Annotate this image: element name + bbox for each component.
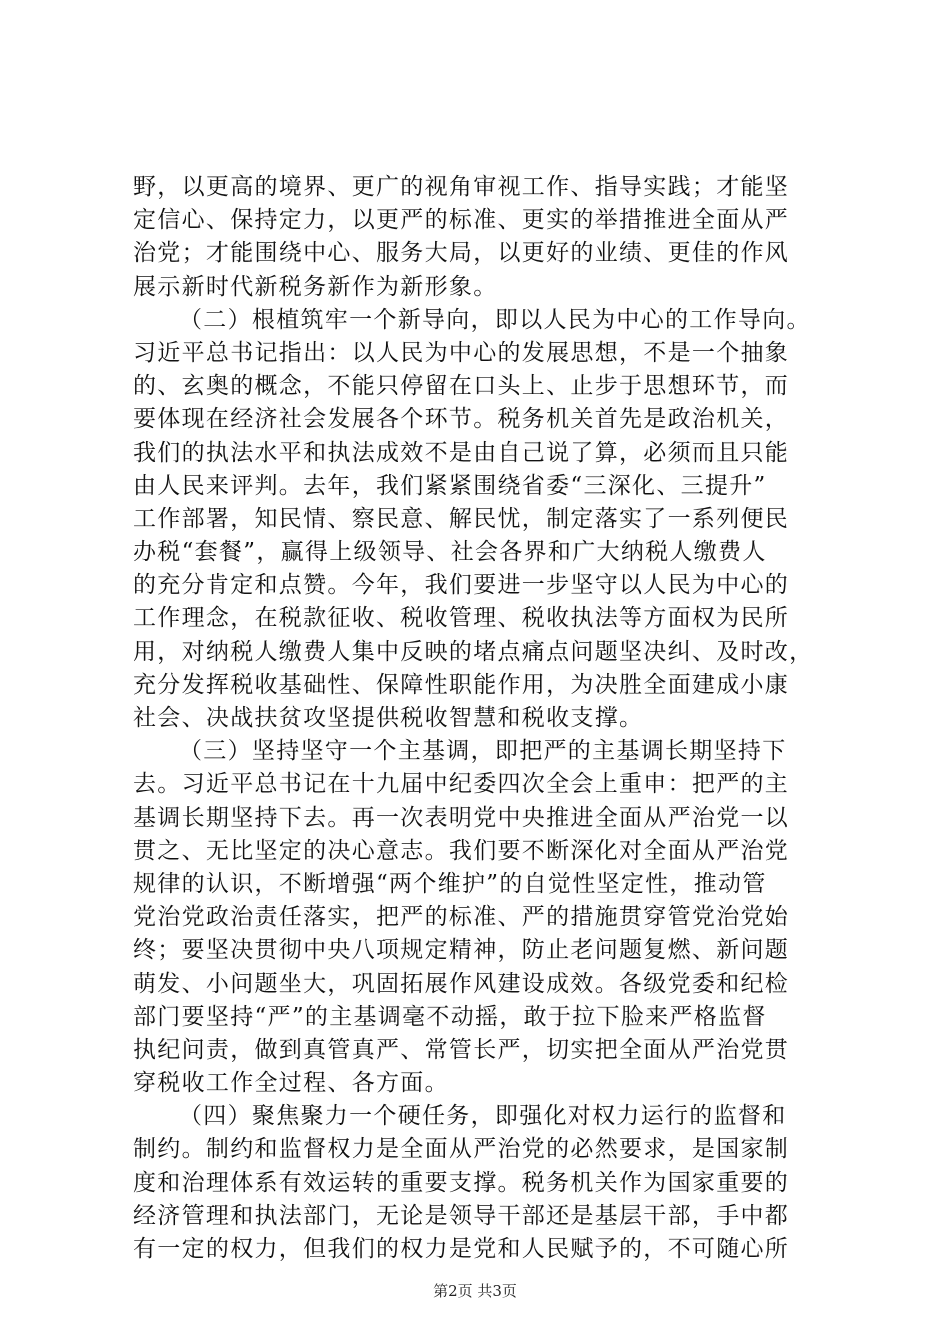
section-heading-line: （二）根植筑牢一个新导向，即以人民为中心的工作导向。 bbox=[179, 306, 811, 333]
section-heading-line: （三）坚持坚守一个主基调，即把严的主基调长期坚持下 bbox=[179, 738, 787, 765]
text-line: 展示新时代新税务新作为新形象。 bbox=[133, 273, 498, 300]
text-line: 野，以更高的境界、更广的视角审视工作、指导实践；才能坚 bbox=[133, 174, 790, 200]
text-line: 要体现在经济社会发展各个环节。税务机关首先是政治机关， bbox=[133, 406, 790, 433]
text-line: 制约。制约和监督权力是全面从严治党的必然要求，是国家制 bbox=[133, 1136, 790, 1163]
text-line: 的充分肯定和点赞。今年，我们要进一步坚守以人民为中心的 bbox=[133, 572, 790, 599]
text-line: 治党；才能围绕中心、服务大局，以更好的业绩、更佳的作风 bbox=[133, 240, 790, 267]
text-line: 贯之、无比坚定的决心意志。我们要不断深化对全面从严治党 bbox=[133, 837, 790, 864]
page-number-footer: 第2页 共3页 bbox=[433, 1282, 517, 1300]
text-line: 穿税收工作全过程、各方面。 bbox=[133, 1070, 449, 1097]
text-line: 基调长期坚持下去。再一次表明党中央推进全面从严治党一以 bbox=[133, 804, 790, 831]
text-line: 萌发、小问题坐大，巩固拓展作风建设成效。各级党委和纪检 bbox=[133, 970, 790, 997]
text-line: 我们的执法水平和执法成效不是由自己说了算，必须而且只能 bbox=[133, 439, 790, 466]
text-line: 习近平总书记指出：以人民为中心的发展思想，不是一个抽象 bbox=[133, 339, 790, 366]
text-line: 部门要坚持“严”的主基调毫不动摇，敢于拉下脸来严格监督 bbox=[133, 1003, 767, 1030]
section-heading-line: （四）聚焦聚力一个硬任务，即强化对权力运行的监督和 bbox=[179, 1103, 787, 1130]
text-line: 由人民来评判。去年，我们紧紧围绕省委“三深化、三提升” bbox=[133, 472, 767, 499]
text-line: 规律的认识，不断增强“两个维护”的自觉性坚定性，推动管 bbox=[133, 870, 767, 897]
body-text bbox=[133, 171, 838, 1266]
text-line: 经济管理和执法部门，无论是领导干部还是基层干部，手中都 bbox=[133, 1202, 790, 1229]
text-line: 执纪问责，做到真管真严、常管长严，切实把全面从严治党贯 bbox=[133, 1036, 790, 1063]
text-line: 终；要坚决贯彻中央八项规定精神，防止老问题复燃、新问题 bbox=[133, 937, 790, 964]
text-line: 有一定的权力，但我们的权力是党和人民赋予的，不可随心所 bbox=[133, 1236, 790, 1262]
text-line: 党治党政治责任落实，把严的标准、严的措施贯穿管党治党始 bbox=[133, 904, 790, 931]
text-line: 办税“套餐”，赢得上级领导、社会各界和广大纳税人缴费人 bbox=[133, 539, 767, 566]
text-line: 去。习近平总书记在十九届中纪委四次全会上重申：把严的主 bbox=[133, 771, 790, 798]
text-line: 工作部署，知民情、察民意、解民忧，制定落实了一系列便民 bbox=[133, 505, 790, 532]
text-line: 定信心、保持定力，以更严的标准、更实的举措推进全面从严 bbox=[133, 207, 790, 234]
text-line: 充分发挥税收基础性、保障性职能作用，为决胜全面建成小康 bbox=[133, 671, 790, 698]
text-line: 度和治理体系有效运转的重要支撑。税务机关作为国家重要的 bbox=[133, 1169, 790, 1196]
text-line: 社会、决战扶贫攻坚提供税收智慧和税收支撑。 bbox=[133, 705, 644, 731]
text-line: 工作理念，在税款征收、税收管理、税收执法等方面权为民所 bbox=[133, 605, 790, 632]
text-line: 用，对纳税人缴费人集中反映的堵点痛点问题坚决纠、及时改， bbox=[133, 638, 814, 665]
text-line: 的、玄奥的概念，不能只停留在口头上、止步于思想环节，而 bbox=[133, 373, 790, 400]
